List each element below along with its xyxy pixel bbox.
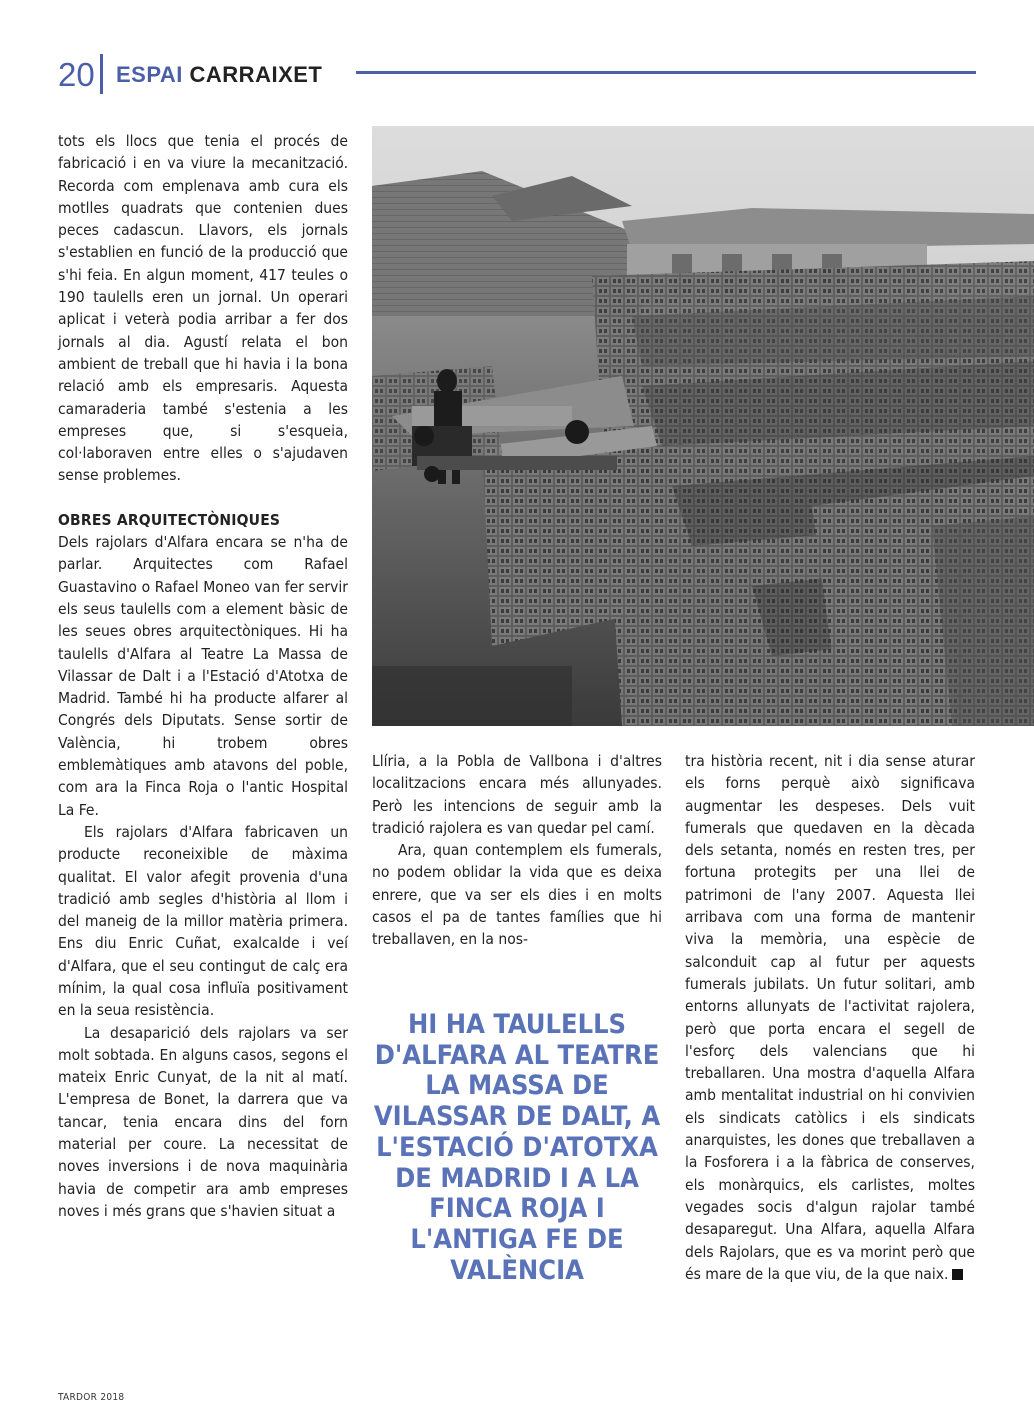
- brickyard-photo: [372, 126, 1034, 726]
- pull-quote: HI HA TAULELLS D'ALFARA AL TEATRE LA MASSA DE VILASSAR DE DALT, A L'ESTACIÓ D'ATOTXA DE MADRID I A LA FINCA ROJA I L'ANTIGA FE DE VALÈNCIA: [373, 1009, 661, 1286]
- header-divider: [100, 54, 103, 94]
- paragraph: Llíria, a la Pobla de Vallbona i d'altres localitzacions encara més allunyades. Però les intencions de seguir amb la tradició rajolera es van quedar pel camí.: [372, 752, 662, 837]
- paragraph-gap: [58, 487, 348, 509]
- paragraph: La desaparició dels rajolars va ser molt sobtada. En alguns casos, segons el mateix Enric Cunyat, de la nit al matí. L'empresa de Bonet, la darrera que va tancar, tenia encara dins del forn material per coure. La necessitat de noves inversions i de nova maquinària havia de competir ara amb empreses noves i més grans que s'havien situat a: [58, 1023, 348, 1220]
- paragraph: tots els llocs que tenia el procés de fabricació i en va viure la mecanització. Recorda com emplenava amb cura els motlles quadrats que contenien dues peces cadascun. Llavors, els jornals s'establien en funció de la producció que s'hi feia. En algun moment, 417 teules o 190 taulells eren un jornal. Un operari aplicat i veterà podia arribar a fer dos jornals al dia. Agustí relata el bon ambient de treball que hi havia i la bona relació amb els empresaris. Aquesta camaraderia també s'estenia a les empreses que, si s'esqueia, col·laboraven entre elles o s'ajudaven sense problemes.: [58, 132, 348, 485]
- column-3: [685, 750, 975, 1285]
- subheading: OBRES ARQUITECTÒNIQUES: [58, 510, 281, 529]
- column-1: [58, 130, 348, 1222]
- header-rule: [356, 71, 976, 74]
- paragraph-text: tra història recent, nit i dia sense aturar els forns perquè això significava augmentar les despeses. Dels vuit fumerals que quedaven en la dècada dels setanta, només en resten tres, per fortuna protegits per una llei de patrimoni de l'any 2007. Aquesta llei arribava com una forma de mantenir viva la memòria, una espècie de salconduit cap al futur per aquests fumerals jubilats. Un futur solitari, amb entorns allunyats de l'activitat rajolera, però que porta encara el segell de l'esforç dels valencians que hi treballaren. Una mostra d'aquella Alfara amb mentalitat industrial on hi convivien els sindicats catòlics i els sindicats anarquistes, les dones que treballaven a la Fosforera i a la fàbrica de conserves, els monàrquics, els carlistes, moltes vegades socis d'algun rajolar també desaparegut. Una Alfara, aquella Alfara dels Rajolars, que es va morint però que és mare de la que viu, de la que naix.: [685, 752, 975, 1283]
- paragraph: [685, 750, 975, 1285]
- issue-footer: TARDOR 2018: [58, 1392, 125, 1403]
- end-of-article-icon: [952, 1269, 963, 1280]
- paragraph: Els rajolars d'Alfara fabricaven un producte reconeixible de màxima qualitat. El valor afegit provenia d'una tradició amb segles d'història al llom i del maneig de la millor matèria primera. Ens diu Enric Cuñat, exalcalde i veí d'Alfara, que el seu contingut de calç era mínim, la qual cosa influïa positivament en la seua resistència.: [58, 822, 348, 1020]
- section-title: [116, 62, 322, 88]
- column-2: [372, 750, 662, 951]
- section-prefix: ESPAI: [116, 62, 183, 87]
- page-number: 20: [58, 56, 95, 93]
- paragraph: Ara, quan contemplem els fumerals, no podem oblidar la vida que es deixa enrere, que va ser els dies i en molts casos el pa de tantes famílies que hi treballaven, en la nos-: [372, 841, 662, 949]
- section-name: CARRAIXET: [189, 62, 323, 87]
- page-header: [58, 54, 978, 94]
- paragraph: Dels rajolars d'Alfara encara se n'ha de parlar. Arquitectes com Rafael Guastavino o Rafael Moneo van fer servir els seus taulells com a element bàsic de les seues obres arquitectòniques. Hi ha taulells d'Alfara al Teatre La Massa de Vilassar de Dalt i a l'Estació d'Atotxa de Madrid. També hi ha producte alfarer al Congrés dels Diputats. Sense sortir de València, hi trobem obres emblemàtiques amb atavons del poble, com ara la Finca Roja o l'antic Hospital La Fe.: [58, 533, 348, 819]
